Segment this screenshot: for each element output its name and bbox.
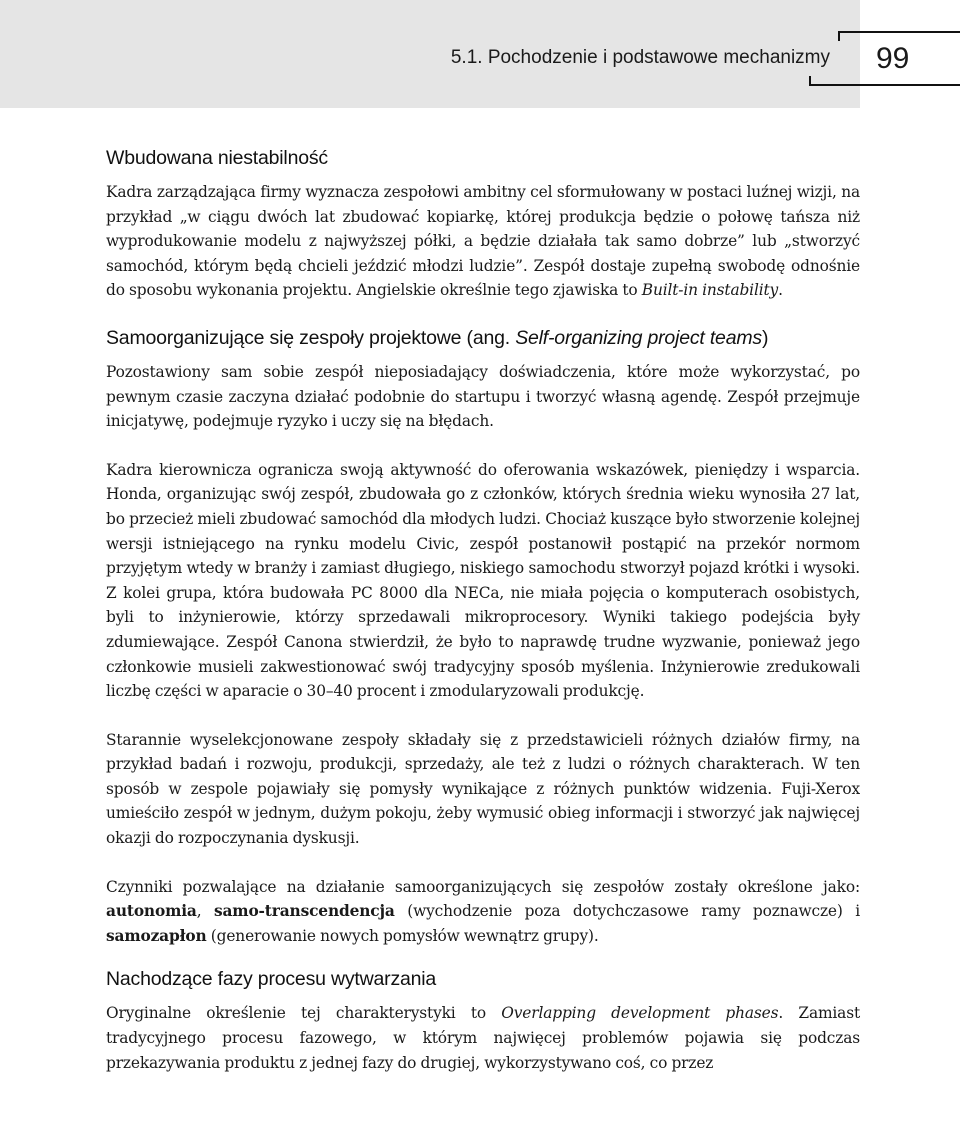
- page-content: [106, 147, 860, 1075]
- paragraph-text-rest: . Zamiast tradycyjnego procesu fazowego, w którym najwięcej problemów pojawia się podczas przekazywania produktu z jednej fazy do drugiej, wykorzystywano coś, co przez: [106, 1004, 860, 1072]
- page-number: 99: [876, 42, 910, 75]
- header-tick-top: [838, 31, 840, 41]
- term-autonomy: autonomia: [106, 902, 197, 921]
- section-heading-self-organizing-teams: [106, 327, 860, 350]
- paragraph-built-in-instability: [106, 180, 860, 303]
- paragraph-overlapping-phases: [106, 1001, 860, 1075]
- heading-text: Samoorganizujące się zespoły projektowe (ang.: [106, 326, 516, 349]
- paragraph-management-support: Kadra kierownicza ogranicza swoją aktywność do oferowania wskazówek, pieniędzy i wsparcia. Honda, organizując swój zespół, zbudowała go z członków, których średnia wieku wynosiła 27 lat, bo przecież mieli zbudować samochód dla młodych ludzi. Chociaż kuszące było stworzenie kolejnej wersji istniejącego na rynku modelu Civic, zespół postanowił postąpić na przekór normom przyjętym wtedy w branży i zamiast długiego, niskiego samochodu stworzył pojazd krótki i wysoki. Z kolei grupa, która budowała PC 8000 dla NECa, nie miała pojęcia o komputerach osobistych, byli to inżynierowie, którzy sprzedawali mikroprocesory. Wyniki takiego podejścia były zdumiewające. Zespół Canona stwierdził, że było to naprawdę trudne wyzwanie, ponieważ jego członkowie musieli zakwestionować swój tradycyjny sposób myślenia. Inżynierowie zredukowali liczbę części w aparacie o 30–40 procent i zmodularyzowali produkcję.: [106, 460, 860, 701]
- term-self-ignition: samozapłon: [106, 926, 207, 945]
- header-rule-bottom: [809, 84, 960, 86]
- paragraph-text: Czynniki pozwalające na działanie samoorganizujących się zespołów zostały określone jako:: [106, 877, 860, 896]
- paragraph-team-factors: [106, 875, 860, 949]
- section-heading-overlapping-phases: Nachodzące fazy procesu wytwarzania: [106, 968, 437, 991]
- paragraph-team-selection: Starannie wyselekcjonowane zespoły składały się z przedstawicieli różnych działów firmy, na przykład badań i rozwoju, produkcji, sprzedaży, ale też z ludzi o różnych charakterach. W ten sposób w zespole pojawiały się pomysły wynikające z różnych punktów widzenia. Fuji-Xerox umieściło zespół w jednym, dużym pokoju, żeby wymusić obieg informacji i stworzyć jak najwięcej okazji do rozpoczynania dyskusji.: [106, 730, 860, 848]
- header-rule-top: [838, 31, 960, 33]
- paragraph-text-mid: (wychodzenie poza dotychczasowe ramy poznawcze) i: [394, 902, 860, 921]
- heading-term: Self-organizing project teams: [515, 326, 762, 349]
- separator: ,: [196, 902, 214, 921]
- running-title: 5.1. Pochodzenie i podstawowe mechanizmy: [450, 47, 830, 68]
- term-built-in-instability: Built-in instability: [641, 281, 779, 300]
- heading-end: ): [761, 326, 769, 349]
- paragraph-text: Oryginalne określenie tej charakterystyki to: [106, 1004, 502, 1023]
- term-overlapping-phases: Overlapping development phases: [501, 1004, 779, 1023]
- header-tick-bottom: [809, 76, 811, 86]
- paragraph-team-agenda: Pozostawiony sam sobie zespół nieposiadający doświadczenia, które może wykorzystać, po pewnym czasie zaczyna działać podobnie do startupu i tworzyć własną agendę. Zespół przejmuje inicjatywę, podejmuje ryzyko i uczy się na błędach.: [106, 362, 860, 431]
- section-heading-built-in-instability: Wbudowana niestabilność: [106, 147, 328, 169]
- paragraph-end: .: [778, 281, 783, 300]
- paragraph-text: Kadra zarządzająca firmy wyznacza zespołowi ambitny cel sformułowany w postaci luźnej wizji, na przykład „w ciągu dwóch lat zbudować kopiarkę, której produkcja będzie o połowę tańsza niż wyprodukowanie modelu z najwyższej półki, a będzie działała tak samo dobrze” lub „stworzyć samochód, którym będą chcieli jeździć młodzi ludzie”. Zespół dostaje zupełną swobodę odnośnie do sposobu wykonania projektu. Angielskie określnie tego zjawiska to: [106, 183, 860, 300]
- paragraph-end: (generowanie nowych pomysłów wewnątrz grupy).: [206, 926, 599, 945]
- term-self-transcendence: samo-transcendencja: [213, 902, 395, 921]
